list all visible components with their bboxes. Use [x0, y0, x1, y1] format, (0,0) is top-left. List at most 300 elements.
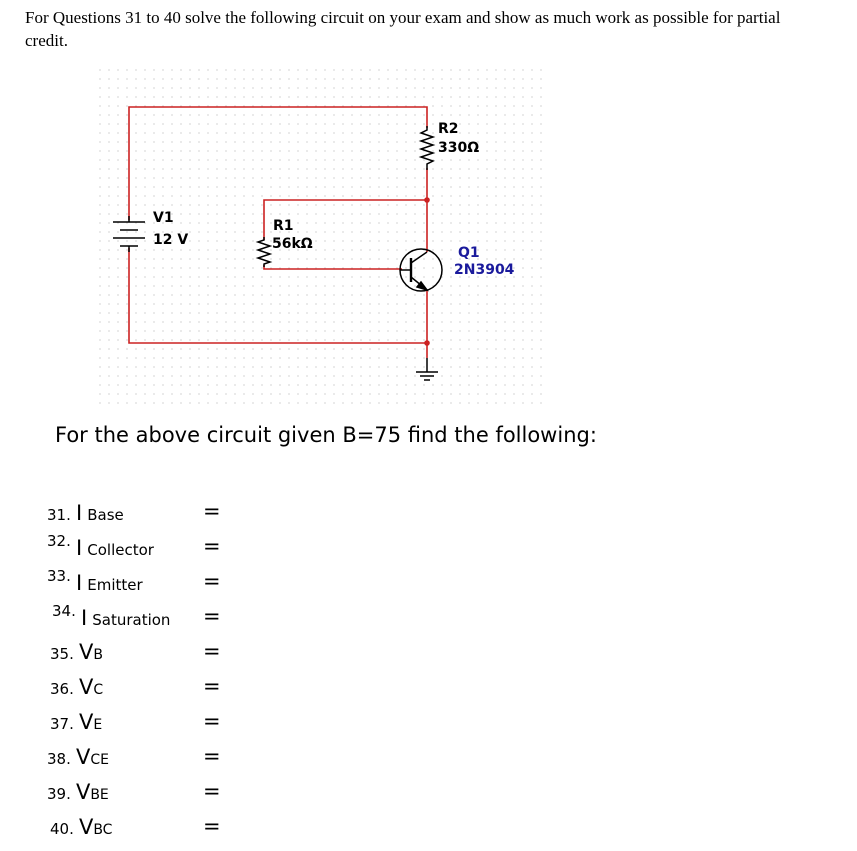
- grid-dot: [243, 402, 244, 403]
- grid-dot: [126, 402, 127, 403]
- grid-dot: [171, 339, 172, 340]
- grid-dot: [297, 348, 298, 349]
- grid-dot: [297, 195, 298, 196]
- grid-dot: [117, 258, 118, 259]
- grid-dot: [459, 321, 460, 322]
- grid-dot: [189, 240, 190, 241]
- grid-dot: [459, 285, 460, 286]
- grid-dot: [432, 249, 433, 250]
- grid-dot: [315, 231, 316, 232]
- grid-dot: [459, 213, 460, 214]
- grid-dot: [171, 366, 172, 367]
- grid-dot: [522, 276, 523, 277]
- grid-dot: [405, 240, 406, 241]
- grid-dot: [396, 402, 397, 403]
- grid-dot: [513, 186, 514, 187]
- grid-dot: [450, 294, 451, 295]
- grid-dot: [135, 339, 136, 340]
- grid-dot: [279, 69, 280, 70]
- grid-dot: [522, 303, 523, 304]
- grid-dot: [315, 195, 316, 196]
- grid-dot: [477, 96, 478, 97]
- grid-dot: [108, 249, 109, 250]
- grid-dot: [405, 303, 406, 304]
- grid-dot: [270, 132, 271, 133]
- grid-dot: [126, 240, 127, 241]
- grid-dot: [378, 123, 379, 124]
- grid-dot: [396, 204, 397, 205]
- grid-dot: [414, 348, 415, 349]
- grid-dot: [99, 294, 100, 295]
- grid-dot: [459, 339, 460, 340]
- grid-dot: [324, 375, 325, 376]
- grid-dot: [216, 321, 217, 322]
- grid-dot: [333, 96, 334, 97]
- grid-dot: [270, 303, 271, 304]
- resistor-r1-symbol: [258, 237, 270, 267]
- grid-dot: [540, 222, 541, 223]
- grid-dot: [99, 339, 100, 340]
- grid-dot: [450, 114, 451, 115]
- grid-dot: [540, 339, 541, 340]
- grid-dot: [378, 312, 379, 313]
- grid-dot: [450, 258, 451, 259]
- grid-dot: [396, 168, 397, 169]
- grid-dot: [315, 249, 316, 250]
- grid-dot: [207, 348, 208, 349]
- grid-dot: [531, 303, 532, 304]
- grid-dot: [504, 285, 505, 286]
- grid-dot: [468, 348, 469, 349]
- grid-dot: [540, 186, 541, 187]
- grid-dot: [189, 321, 190, 322]
- grid-dot: [180, 204, 181, 205]
- grid-dot: [153, 357, 154, 358]
- grid-dot: [369, 78, 370, 79]
- equals-32: =: [203, 534, 221, 558]
- grid-dot: [387, 339, 388, 340]
- grid-dot: [216, 402, 217, 403]
- grid-dot: [351, 96, 352, 97]
- grid-dot: [513, 96, 514, 97]
- grid-dot: [189, 375, 190, 376]
- grid-dot: [414, 87, 415, 88]
- grid-dot: [324, 132, 325, 133]
- grid-dot: [108, 168, 109, 169]
- grid-dot: [234, 366, 235, 367]
- grid-dot: [441, 87, 442, 88]
- grid-dot: [504, 222, 505, 223]
- question-31: 31. I Base: [47, 501, 124, 525]
- grid-dot: [522, 168, 523, 169]
- grid-dot: [279, 375, 280, 376]
- grid-dot: [324, 213, 325, 214]
- transistor-q1-symbol: [400, 249, 442, 291]
- grid-dot: [243, 222, 244, 223]
- grid-dot: [468, 294, 469, 295]
- grid-dot: [261, 114, 262, 115]
- grid-dot: [144, 240, 145, 241]
- grid-dot: [459, 366, 460, 367]
- grid-dot: [369, 312, 370, 313]
- grid-dot: [126, 366, 127, 367]
- grid-dot: [423, 330, 424, 331]
- grid-dot: [306, 132, 307, 133]
- grid-dot: [468, 321, 469, 322]
- grid-dot: [306, 96, 307, 97]
- grid-dot: [540, 267, 541, 268]
- grid-dot: [351, 348, 352, 349]
- grid-dot: [504, 312, 505, 313]
- grid-dot: [225, 168, 226, 169]
- grid-dot: [234, 87, 235, 88]
- r1-name: R1: [273, 218, 294, 234]
- grid-dot: [513, 402, 514, 403]
- grid-dot: [351, 177, 352, 178]
- grid-dot: [153, 168, 154, 169]
- grid-dot: [423, 240, 424, 241]
- grid-dot: [261, 168, 262, 169]
- grid-dot: [351, 276, 352, 277]
- grid-dot: [414, 213, 415, 214]
- grid-dot: [360, 240, 361, 241]
- grid-dot: [117, 231, 118, 232]
- grid-dot: [387, 330, 388, 331]
- grid-dot: [486, 339, 487, 340]
- grid-dot: [261, 276, 262, 277]
- grid-dot: [423, 204, 424, 205]
- grid-dot: [180, 186, 181, 187]
- grid-dot: [297, 285, 298, 286]
- grid-dot: [369, 339, 370, 340]
- grid-dot: [531, 186, 532, 187]
- grid-dot: [342, 123, 343, 124]
- grid-dot: [333, 303, 334, 304]
- grid-dot: [441, 177, 442, 178]
- grid-dot: [306, 78, 307, 79]
- grid-dot: [486, 222, 487, 223]
- grid-dot: [144, 69, 145, 70]
- grid-dot: [432, 330, 433, 331]
- grid-dot: [144, 393, 145, 394]
- grid-dot: [360, 204, 361, 205]
- grid-dot: [252, 402, 253, 403]
- equals-31: =: [203, 499, 221, 523]
- grid-dot: [369, 159, 370, 160]
- grid-dot: [243, 150, 244, 151]
- grid-dot: [198, 285, 199, 286]
- grid-dot: [117, 249, 118, 250]
- grid-dot: [189, 231, 190, 232]
- grid-dot: [288, 303, 289, 304]
- grid-dot: [144, 186, 145, 187]
- grid-dot: [459, 402, 460, 403]
- grid-dot: [243, 393, 244, 394]
- grid-dot: [324, 222, 325, 223]
- grid-dot: [324, 366, 325, 367]
- grid-dot: [450, 105, 451, 106]
- grid-dot: [432, 267, 433, 268]
- grid-dot: [225, 186, 226, 187]
- grid-dot: [333, 276, 334, 277]
- grid-dot: [279, 393, 280, 394]
- grid-dot: [306, 375, 307, 376]
- grid-dot: [459, 159, 460, 160]
- grid-dot: [108, 186, 109, 187]
- grid-dot: [522, 285, 523, 286]
- grid-dot: [378, 141, 379, 142]
- grid-dot: [162, 258, 163, 259]
- grid-dot: [162, 132, 163, 133]
- grid-dot: [225, 213, 226, 214]
- grid-dot: [324, 285, 325, 286]
- grid-dot: [225, 303, 226, 304]
- grid-dot: [180, 312, 181, 313]
- grid-dot: [144, 330, 145, 331]
- grid-dot: [252, 150, 253, 151]
- grid-dot: [342, 204, 343, 205]
- grid-dot: [270, 177, 271, 178]
- grid-dot: [180, 213, 181, 214]
- grid-dot: [189, 330, 190, 331]
- grid-dot: [405, 348, 406, 349]
- grid-dot: [477, 339, 478, 340]
- grid-dot: [315, 69, 316, 70]
- grid-dot: [360, 330, 361, 331]
- grid-dot: [405, 150, 406, 151]
- grid-dot: [117, 177, 118, 178]
- grid-dot: [144, 150, 145, 151]
- grid-dot: [243, 240, 244, 241]
- grid-dot: [288, 213, 289, 214]
- grid-dot: [513, 231, 514, 232]
- grid-dot: [522, 69, 523, 70]
- grid-dot: [117, 285, 118, 286]
- grid-dot: [279, 96, 280, 97]
- grid-dot: [297, 339, 298, 340]
- grid-dot: [459, 87, 460, 88]
- equals-35: =: [203, 639, 221, 663]
- grid-dot: [270, 231, 271, 232]
- grid-dot: [225, 123, 226, 124]
- grid-dot: [234, 303, 235, 304]
- grid-dot: [225, 249, 226, 250]
- grid-dot: [432, 87, 433, 88]
- grid-dot: [405, 132, 406, 133]
- grid-dot: [468, 168, 469, 169]
- grid-dot: [288, 168, 289, 169]
- grid-dot: [162, 348, 163, 349]
- grid-dot: [198, 87, 199, 88]
- question-34: 34. I Saturation: [52, 602, 171, 630]
- grid-dot: [144, 357, 145, 358]
- grid-dot: [108, 105, 109, 106]
- grid-dot: [468, 285, 469, 286]
- grid-dot: [126, 177, 127, 178]
- grid-dot: [108, 213, 109, 214]
- grid-dot: [198, 258, 199, 259]
- grid-dot: [360, 177, 361, 178]
- grid-dot: [99, 150, 100, 151]
- grid-dot: [315, 375, 316, 376]
- grid-dot: [414, 384, 415, 385]
- wire-bottom: [129, 248, 427, 343]
- grid-dot: [162, 294, 163, 295]
- grid-dot: [351, 402, 352, 403]
- grid-dot: [423, 87, 424, 88]
- grid-dot: [288, 294, 289, 295]
- grid-dot: [378, 195, 379, 196]
- grid-dot: [522, 132, 523, 133]
- grid-dot: [207, 375, 208, 376]
- grid-dot: [315, 132, 316, 133]
- grid-dot: [324, 402, 325, 403]
- grid-dot: [225, 339, 226, 340]
- grid-dot: [297, 204, 298, 205]
- grid-dot: [450, 339, 451, 340]
- grid-dot: [531, 231, 532, 232]
- grid-dot: [414, 114, 415, 115]
- grid-dot: [126, 150, 127, 151]
- grid-dot: [387, 141, 388, 142]
- grid-dot: [378, 348, 379, 349]
- grid-dot: [126, 132, 127, 133]
- grid-dot: [216, 114, 217, 115]
- grid-dot: [279, 132, 280, 133]
- grid-dot: [297, 303, 298, 304]
- grid-dot: [495, 159, 496, 160]
- grid-dot: [414, 159, 415, 160]
- grid-dot: [198, 366, 199, 367]
- grid-dot: [486, 195, 487, 196]
- grid-dot: [243, 330, 244, 331]
- grid-dot: [261, 393, 262, 394]
- grid-dot: [225, 114, 226, 115]
- grid-dot: [288, 123, 289, 124]
- grid-dot: [396, 87, 397, 88]
- grid-dot: [252, 222, 253, 223]
- grid-dot: [297, 312, 298, 313]
- grid-dot: [189, 258, 190, 259]
- grid-dot: [162, 321, 163, 322]
- grid-dot: [306, 186, 307, 187]
- grid-dot: [468, 105, 469, 106]
- grid-dot: [198, 402, 199, 403]
- grid-dot: [234, 402, 235, 403]
- grid-dot: [135, 357, 136, 358]
- grid-dot: [396, 303, 397, 304]
- grid-dot: [387, 348, 388, 349]
- grid-dot: [423, 312, 424, 313]
- grid-dot: [414, 186, 415, 187]
- grid-dot: [441, 159, 442, 160]
- grid-dot: [378, 222, 379, 223]
- grid-dot: [396, 69, 397, 70]
- grid-dot: [486, 330, 487, 331]
- grid-dot: [234, 249, 235, 250]
- grid-dot: [198, 321, 199, 322]
- grid-dot: [504, 393, 505, 394]
- grid-dot: [513, 240, 514, 241]
- grid-dot: [414, 78, 415, 79]
- grid-dot: [207, 222, 208, 223]
- grid-dot: [288, 393, 289, 394]
- grid-dot: [135, 312, 136, 313]
- grid-dot: [243, 321, 244, 322]
- grid-dot: [351, 330, 352, 331]
- grid-dot: [99, 204, 100, 205]
- grid-dot: [351, 114, 352, 115]
- grid-dot: [432, 78, 433, 79]
- grid-dot: [477, 348, 478, 349]
- grid-dot: [423, 222, 424, 223]
- grid-dot: [423, 168, 424, 169]
- grid-dot: [189, 222, 190, 223]
- grid-dot: [288, 258, 289, 259]
- grid-dot: [216, 393, 217, 394]
- grid-dot: [396, 339, 397, 340]
- grid-dot: [468, 123, 469, 124]
- grid-dot: [477, 105, 478, 106]
- grid-dot: [270, 357, 271, 358]
- grid-dot: [342, 375, 343, 376]
- grid-dot: [324, 96, 325, 97]
- grid-dot: [153, 267, 154, 268]
- grid-dot: [459, 312, 460, 313]
- grid-dot: [225, 141, 226, 142]
- grid-dot: [441, 186, 442, 187]
- grid-dot: [504, 330, 505, 331]
- grid-dot: [207, 87, 208, 88]
- grid-dot: [450, 384, 451, 385]
- grid-dot: [108, 69, 109, 70]
- grid-dot: [297, 114, 298, 115]
- grid-dot: [225, 312, 226, 313]
- grid-dot: [306, 177, 307, 178]
- grid-dot: [342, 402, 343, 403]
- grid-dot: [486, 168, 487, 169]
- grid-dot: [540, 168, 541, 169]
- grid-dot: [243, 204, 244, 205]
- grid-dot: [288, 375, 289, 376]
- grid-dot: [189, 132, 190, 133]
- grid-dot: [369, 195, 370, 196]
- grid-dot: [486, 69, 487, 70]
- grid-dot: [522, 87, 523, 88]
- grid-dot: [279, 87, 280, 88]
- grid-dot: [531, 321, 532, 322]
- grid-dot: [342, 240, 343, 241]
- grid-dot: [531, 141, 532, 142]
- grid-dot: [189, 69, 190, 70]
- resistor-r2-symbol: [421, 126, 433, 170]
- grid-dot: [540, 114, 541, 115]
- grid-dot: [513, 168, 514, 169]
- grid-dot: [189, 402, 190, 403]
- grid-dot: [495, 258, 496, 259]
- grid-dot: [387, 213, 388, 214]
- grid-dot: [513, 105, 514, 106]
- grid-dot: [414, 240, 415, 241]
- grid-dot: [513, 195, 514, 196]
- grid-dot: [162, 78, 163, 79]
- grid-dot: [540, 69, 541, 70]
- grid-dot: [459, 357, 460, 358]
- grid-dot: [423, 267, 424, 268]
- grid-dot: [99, 96, 100, 97]
- grid-dot: [252, 330, 253, 331]
- grid-dot: [234, 168, 235, 169]
